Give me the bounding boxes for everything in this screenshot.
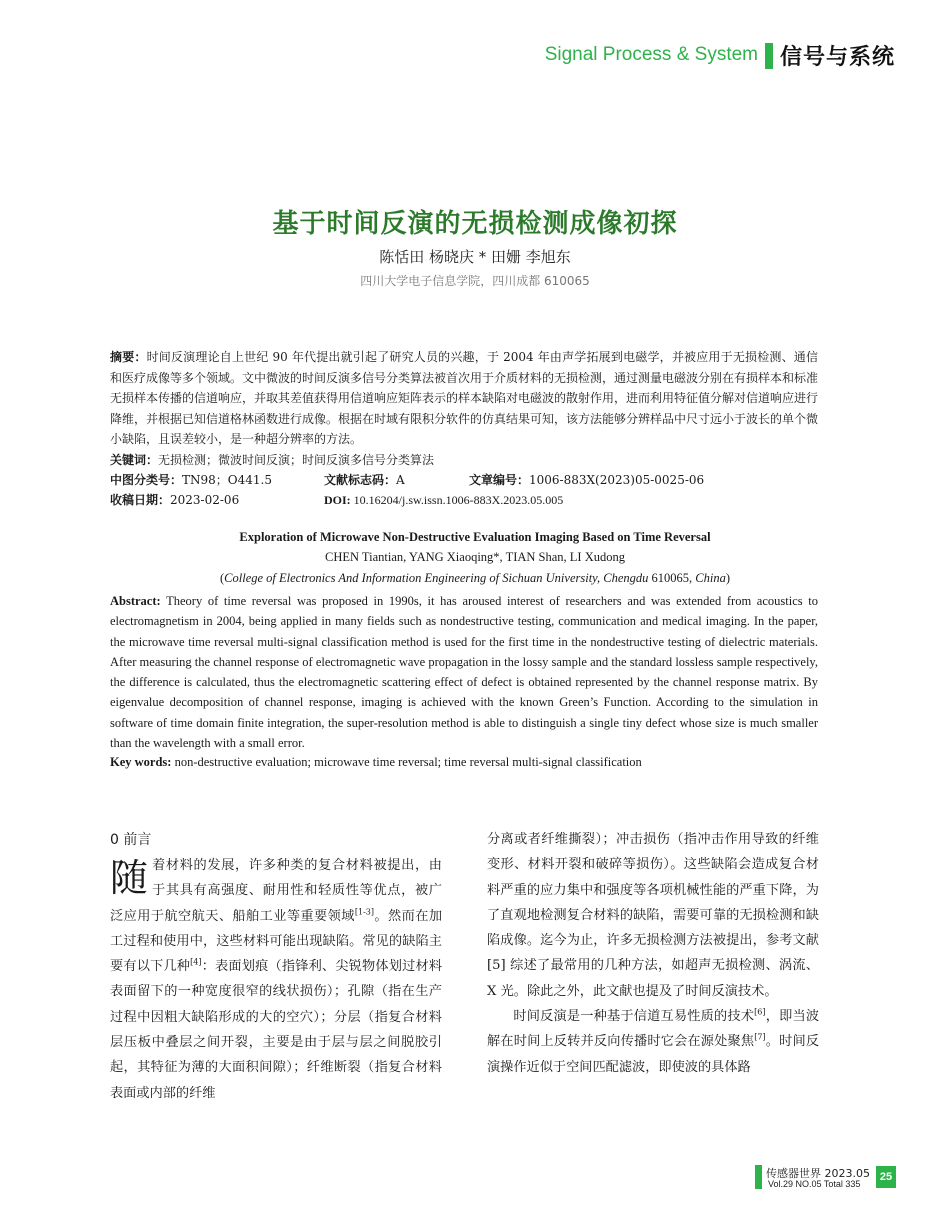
article-number-label: 文章编号：: [469, 473, 530, 487]
footer-magazine: 传感器世界 2023.05: [766, 1167, 870, 1180]
doc-code-value: A: [396, 473, 405, 487]
right-paragraph-2a: 时间反演是一种基于信道互易性质的技术: [513, 1009, 755, 1025]
doi-value: 10.16204/j.sw.issn.1006-883X.2023.05.005: [353, 493, 564, 507]
right-paragraph-2: [487, 1004, 819, 1080]
left-paragraph-c: ：表面划痕（指锋利、尖锐物体划过材料表面留下的一种宽度很窄的线状损伤）；孔隙（指在生产过程中因粗大缺陷形成的大的空穴）；分层（指复合材料层压板中叠层之间开裂，主要是由于层与层之间脱胶引起，其特征为薄的大面积间隙）；纤维断裂（指复合材料表面或内部的纤维: [110, 959, 443, 1101]
abstract-cn: [110, 347, 818, 450]
body-column-left: [110, 853, 442, 1106]
header-section-en: Signal Process & System: [544, 44, 758, 65]
abstract-cn-label: 摘要：: [110, 350, 147, 364]
abstract-en: [110, 591, 818, 753]
article-title-en: Exploration of Microwave Non-Destructive Evaluation Imaging Based on Time Reversal: [239, 530, 711, 544]
received-label: 收稿日期：: [110, 493, 171, 507]
left-paragraph-b: 。然而在加工过程和使用中，这些材料可能出现缺陷。常见的缺陷主要有以下几种: [110, 908, 443, 975]
article-affiliation-en: [0, 571, 950, 586]
abstract-cn-text: 时间反演理论自上世纪 90 年代提出就引起了研究人员的兴趣，于 2004 年由声学拓展到电磁学，并被应用于无损检测、通信和医疗成像等多个领域。文中微波的时间反演多信号分类算法被首次用于介质材料的无损检测，通过测量电磁波分别在有损样本和标准无损样本传播的信道响应，并取其差值获得用信道响应矩阵表示的样本缺陷对电磁波的散射作用，进而利用特征值分解对信道响应进行降维，并根据已知信道格林函数进行成像。根据在时域有限积分软件的仿真结果可知，该方法能够分辨样品中尺寸远小于波长的单个微小缺陷，且误差较小，是一种超分辨率的方法。: [110, 350, 819, 446]
doc-code: [324, 470, 405, 490]
article-number-value: 1006-883X(2023)05-0025-06: [529, 473, 705, 487]
keywords-cn-label: 关键词：: [110, 453, 159, 467]
article-affiliation: 四川大学电子信息学院，四川成都 610065: [360, 274, 590, 288]
header-accent-bar: [765, 43, 773, 69]
article-authors: 陈恬田 杨晓庆 * 田姗 李旭东: [379, 248, 571, 266]
footer-volume: Vol.29 NO.05 Total 335: [768, 1179, 861, 1189]
header-section-cn: 信号与系统: [780, 45, 896, 70]
doi-label: DOI:: [324, 493, 354, 507]
right-paragraph-2c: 。时间反演操作近似于空间匹配滤波，即使波的具体路: [487, 1034, 820, 1075]
affil-en-country: China: [695, 571, 726, 585]
right-paragraph-2b: ，即当波解在时间上反转并反向传播时它会在源处聚焦: [487, 1009, 820, 1050]
abstract-en-text: Theory of time reversal was proposed in 1990s, it has aroused interest of researchers and was extended from acoustics to electromagnetism in 2004, being applied in many fields such as nondestructive testing, communication and medical imaging. In the paper, the microwave time reversal multi-signal classification method is used for the first time in the nondestructive testing of dielectric materials. After measuring the channel response of electromagnetic wave propagation in the lossy sample and the standard lossless sample respectively, the difference is calculated, thus the electromagnetic scattering effect of defect is obtained represented by the channel response matrix. By eigenvalue decomposition of channel response, imaging is achieved with the known Green’s Function. According to the simulation in software of time domain finite integration, the super-resolution method is able to distinguish a single tiny defect whose size is much smaller than the wavelength with a small error.: [110, 594, 818, 751]
keywords-en: [110, 752, 818, 772]
right-paragraph-1: 分离或者纤维撕裂）；冲击损伤（指冲击作用导致的纤维变形、材料开裂和破碎等损伤）。这些缺陷会造成复合材料严重的应力集中和强度等各项机械性能的严重下降，为了直观地检测复合材料的缺陷，需要可靠的无损检测和缺陷成像。迄今为止，许多无损检测方法被提出，参考文献 [5] 综述了最常用的几种方法，如超声无损检测、涡流、X 光。除此之外，此文献也提及了时间反演技术。: [487, 832, 819, 999]
received-value: 2023-02-06: [170, 493, 240, 507]
section-heading: 0 前言: [110, 832, 152, 848]
doi: [324, 490, 563, 510]
clc-code: [110, 470, 272, 490]
page-number: 25: [876, 1166, 896, 1188]
ref-6: [6]: [754, 1007, 766, 1017]
body-column-right: [487, 827, 819, 1080]
drop-cap: 随: [110, 856, 149, 900]
ref-7: [7]: [754, 1032, 766, 1042]
abstract-en-label: Abstract:: [110, 594, 161, 608]
doc-code-label: 文献标志码：: [324, 473, 397, 487]
footer-accent-bar: [755, 1165, 762, 1189]
keywords-cn-text: 无损检测；微波时间反演；时间反演多信号分类算法: [158, 453, 435, 467]
clc-label: 中图分类号：: [110, 473, 183, 487]
article-authors-en: CHEN Tiantian, YANG Xiaoqing*, TIAN Shan, LI Xudong: [325, 550, 625, 564]
article-number: [469, 470, 704, 490]
keywords-cn: [110, 450, 434, 470]
left-paragraph-a: 着材料的发展，许多种类的复合材料被提出，由于其具有高强度、耐用性和轻质性等优点，被广泛应用于航空航天、船舶工业等重要领域: [110, 858, 442, 924]
affil-en-close: ): [725, 571, 731, 585]
ref-4: [4]: [190, 957, 202, 967]
article-title: 基于时间反演的无损检测成像初探: [272, 209, 678, 239]
affil-en-open: (: [219, 571, 225, 585]
received-date: [110, 490, 239, 510]
keywords-en-label: Key words:: [110, 755, 172, 769]
clc-value: TN98；O441.5: [182, 473, 272, 487]
affil-en-text: College of Electronics And Information Engineering of Sichuan University, Chengdu: [224, 571, 649, 585]
ref-1-3: [1-3]: [354, 907, 374, 917]
keywords-en-text: non-destructive evaluation; microwave time reversal; time reversal multi-signal classification: [171, 755, 642, 769]
affil-en-post: 610065,: [648, 571, 696, 585]
